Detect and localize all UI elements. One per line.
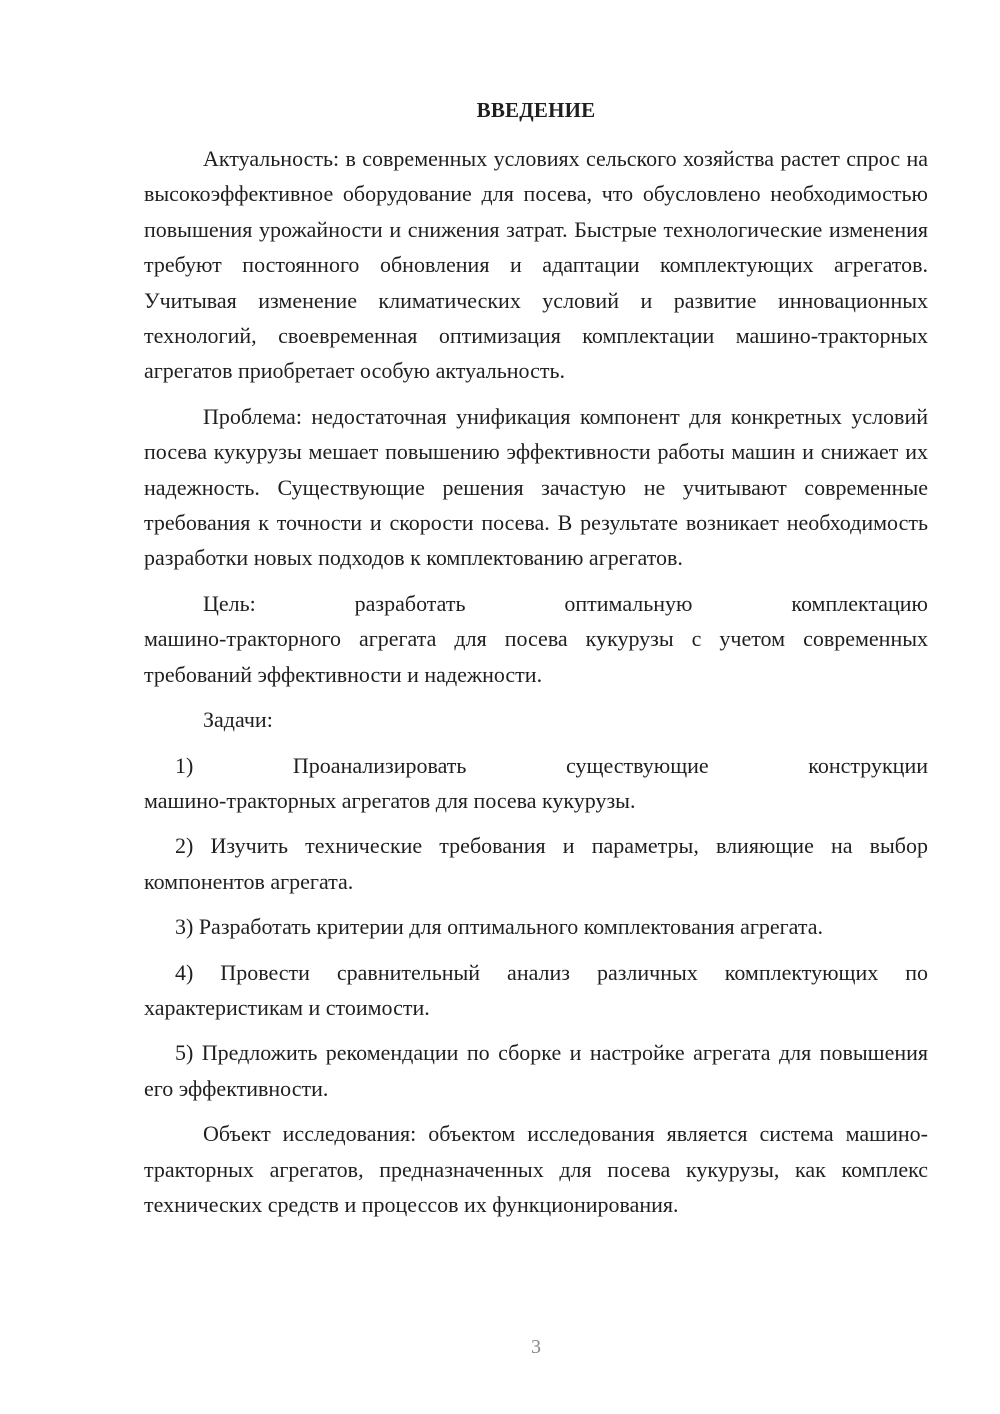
section-heading: ВВЕДЕНИЕ — [476, 98, 596, 122]
task-item-3: 3) Разработать критерии для оптимального комплектования агрегата. — [175, 914, 824, 940]
paragraph-tasks-label: Задачи: — [203, 707, 273, 733]
paragraph-object: Объект исследования: объектом исследования является система машино-тракторных агрегатов, предназначенных для посева кукурузы, как комплекс технических средств и процессов их функционирования. — [144, 1121, 928, 1217]
task-item-4: 4) Провести сравнительный анализ различных комплектующих по характеристикам и стоимости. — [144, 959, 928, 1020]
paragraph-goal-line1: Цель: разработать оптимальную комплектацию — [203, 590, 928, 616]
paragraph-problem: Проблема: недостаточная унификация компонент для конкретных условий посева кукурузы мешает повышению эффективности работы машин и снижает их надежность. Существующие решения зачастую не учитывают современные требования к точности и скорости посева. В результате возникает необходимость разработки новых подходов к комплектованию агрегатов. — [144, 403, 928, 571]
task-item-2: 2) Изучить технические требования и параметры, влияющие на выбор компонентов агрегата. — [144, 833, 928, 894]
task-item-1 — [144, 748, 928, 819]
page-number: 3 — [531, 1336, 541, 1358]
paragraph-goal — [144, 586, 928, 692]
task-item-1-line2: машино-тракторных агрегатов для посева кукурузы. — [144, 787, 636, 813]
body-text — [144, 141, 928, 1222]
task-item-5: 5) Предложить рекомендации по сборке и настройке агрегата для повышения его эффективности. — [144, 1040, 928, 1101]
task-item-1-line1: 1) Проанализировать существующие конструкции — [175, 752, 928, 778]
paragraph-goal-line2: машино-тракторного агрегата для посева кукурузы с учетом современных требований эффективности и надежности. — [144, 626, 928, 687]
paragraph-relevance: Актуальность: в современных условиях сельского хозяйства растет спрос на высокоэффективное оборудование для посева, что обусловлено необходимостью повышения урожайности и снижения затрат. Быстрые технологические изменения требуют постоянного обновления и адаптации комплектующих агрегатов. Учитывая изменение климатических условий и развитие инновационных технологий, своевременная оптимизация комплектации машино-тракторных агрегатов приобретает особую актуальность. — [144, 146, 928, 384]
